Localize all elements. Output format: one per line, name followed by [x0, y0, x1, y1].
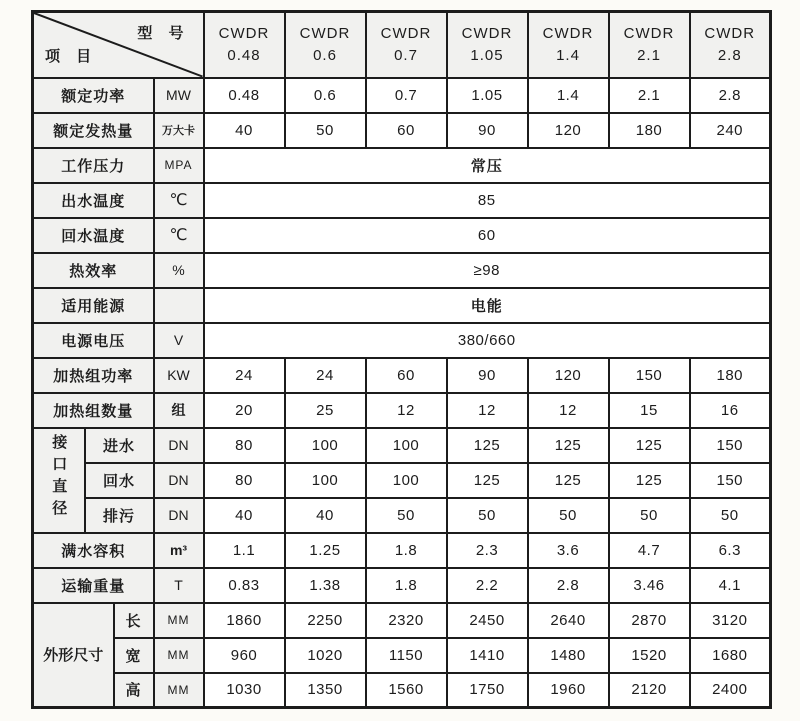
- table-row: [33, 533, 771, 568]
- model-code: 0.7: [394, 46, 418, 64]
- value-cell: 4.7: [609, 533, 690, 568]
- value-cell: 3.6: [528, 533, 609, 568]
- value-cell: 2.1: [609, 78, 690, 113]
- value-cell: 120: [528, 358, 609, 393]
- value-cell: 960: [204, 638, 285, 673]
- value-cell: 2870: [609, 603, 690, 638]
- value-cell: 100: [366, 428, 447, 463]
- value-cell: 50: [528, 498, 609, 533]
- value-cell: 60: [366, 113, 447, 148]
- unit-cell: DN: [154, 498, 204, 533]
- value-cell: 1960: [528, 673, 609, 708]
- value-cell: 2.2: [447, 568, 528, 603]
- model-code: 1.05: [470, 46, 504, 64]
- value-cell: 1.8: [366, 533, 447, 568]
- table-row: [33, 218, 771, 253]
- value-cell: 24: [204, 358, 285, 393]
- row-label: 高: [114, 673, 154, 708]
- unit-cell: %: [154, 253, 204, 288]
- model-header: [447, 12, 528, 78]
- value-cell: 2640: [528, 603, 609, 638]
- value-cell: 12: [366, 393, 447, 428]
- unit-cell: T: [154, 568, 204, 603]
- value-cell: 1.4: [528, 78, 609, 113]
- value-cell: 150: [690, 463, 771, 498]
- row-label: 电源电压: [33, 323, 154, 358]
- value-cell: 180: [690, 358, 771, 393]
- group-label-pipe-diameter: 接口直径: [33, 428, 85, 533]
- value-cell: 2120: [609, 673, 690, 708]
- value-cell: 2.8: [690, 78, 771, 113]
- row-label: 运输重量: [33, 568, 154, 603]
- table-row: [33, 358, 771, 393]
- value-cell: 2320: [366, 603, 447, 638]
- row-label: 宽: [114, 638, 154, 673]
- model-header: [528, 12, 609, 78]
- model-brand: CWDR: [461, 25, 513, 42]
- table-row: [33, 148, 771, 183]
- value-cell: 12: [447, 393, 528, 428]
- row-label: 额定发热量: [33, 113, 154, 148]
- table-row: [33, 638, 771, 673]
- value-cell: 180: [609, 113, 690, 148]
- table-row: [33, 428, 771, 463]
- unit-cell: [154, 288, 204, 323]
- unit-cell: 组: [154, 393, 204, 428]
- table-row: [33, 253, 771, 288]
- value-cell: 2400: [690, 673, 771, 708]
- value-cell: 1.05: [447, 78, 528, 113]
- value-cell: 1.1: [204, 533, 285, 568]
- corner-model-label: 型 号: [137, 25, 190, 42]
- table-row: [33, 463, 771, 498]
- model-brand: CWDR: [623, 25, 675, 42]
- value-cell: 50: [609, 498, 690, 533]
- value-cell: 15: [609, 393, 690, 428]
- merged-value-cell: 85: [204, 183, 771, 218]
- unit-cell: V: [154, 323, 204, 358]
- row-label: 额定功率: [33, 78, 154, 113]
- value-cell: 40: [285, 498, 366, 533]
- header-corner-cell: [33, 12, 204, 78]
- unit-cell: MM: [154, 638, 204, 673]
- value-cell: 40: [204, 113, 285, 148]
- value-cell: 90: [447, 113, 528, 148]
- value-cell: 2.3: [447, 533, 528, 568]
- value-cell: 2.8: [528, 568, 609, 603]
- value-cell: 3.46: [609, 568, 690, 603]
- value-cell: 150: [690, 428, 771, 463]
- value-cell: 1520: [609, 638, 690, 673]
- model-code: 0.6: [313, 46, 337, 64]
- value-cell: 1.25: [285, 533, 366, 568]
- value-cell: 20: [204, 393, 285, 428]
- model-brand: CWDR: [542, 25, 594, 42]
- value-cell: 100: [285, 463, 366, 498]
- value-cell: 1.38: [285, 568, 366, 603]
- model-code: 1.4: [556, 46, 580, 64]
- value-cell: 6.3: [690, 533, 771, 568]
- value-cell: 125: [528, 428, 609, 463]
- value-cell: 125: [609, 428, 690, 463]
- value-cell: 90: [447, 358, 528, 393]
- value-cell: 50: [366, 498, 447, 533]
- value-cell: 16: [690, 393, 771, 428]
- header-row: [33, 12, 771, 78]
- row-label: 回水: [85, 463, 154, 498]
- merged-value-cell: 380/660: [204, 323, 771, 358]
- table-row: [33, 113, 771, 148]
- unit-cell: DN: [154, 463, 204, 498]
- value-cell: 80: [204, 463, 285, 498]
- model-header: [366, 12, 447, 78]
- model-brand: CWDR: [704, 25, 756, 42]
- value-cell: 125: [609, 463, 690, 498]
- merged-value-cell: 电能: [204, 288, 771, 323]
- model-header: [204, 12, 285, 78]
- model-code: 0.48: [227, 46, 261, 64]
- value-cell: 1480: [528, 638, 609, 673]
- value-cell: 100: [366, 463, 447, 498]
- row-label: 进水: [85, 428, 154, 463]
- table-row: [33, 288, 771, 323]
- value-cell: 0.6: [285, 78, 366, 113]
- model-code: 2.1: [637, 46, 661, 64]
- value-cell: 40: [204, 498, 285, 533]
- row-label: 出水温度: [33, 183, 154, 218]
- value-cell: 0.48: [204, 78, 285, 113]
- model-brand: CWDR: [218, 25, 270, 42]
- corner-item-label: 项 目: [45, 47, 98, 65]
- row-label: 适用能源: [33, 288, 154, 323]
- value-cell: 60: [366, 358, 447, 393]
- value-cell: 25: [285, 393, 366, 428]
- unit-cell: ℃: [154, 183, 204, 218]
- merged-value-cell: ≥98: [204, 253, 771, 288]
- value-cell: 1020: [285, 638, 366, 673]
- unit-cell: m³: [154, 533, 204, 568]
- table-row: [33, 393, 771, 428]
- merged-value-cell: 常压: [204, 148, 771, 183]
- value-cell: 0.83: [204, 568, 285, 603]
- row-label: 加热组功率: [33, 358, 154, 393]
- row-label: 排污: [85, 498, 154, 533]
- value-cell: 125: [447, 463, 528, 498]
- value-cell: 12: [528, 393, 609, 428]
- unit-cell: MM: [154, 673, 204, 708]
- value-cell: 240: [690, 113, 771, 148]
- row-label: 长: [114, 603, 154, 638]
- spec-table-container: [31, 10, 772, 709]
- value-cell: 1350: [285, 673, 366, 708]
- value-cell: 24: [285, 358, 366, 393]
- model-header: [690, 12, 771, 78]
- row-label: 满水容积: [33, 533, 154, 568]
- unit-cell: 万大卡: [154, 113, 204, 148]
- model-header: [285, 12, 366, 78]
- value-cell: 2250: [285, 603, 366, 638]
- product-spec-table: [31, 10, 772, 709]
- merged-value-cell: 60: [204, 218, 771, 253]
- table-row: [33, 603, 771, 638]
- value-cell: 3120: [690, 603, 771, 638]
- table-row: [33, 323, 771, 358]
- value-cell: 1.8: [366, 568, 447, 603]
- value-cell: 0.7: [366, 78, 447, 113]
- unit-cell: MW: [154, 78, 204, 113]
- model-brand: CWDR: [380, 25, 432, 42]
- unit-cell: KW: [154, 358, 204, 393]
- group-label-overall-dimensions: 外形尺寸: [33, 603, 114, 708]
- value-cell: 1560: [366, 673, 447, 708]
- value-cell: 4.1: [690, 568, 771, 603]
- value-cell: 1680: [690, 638, 771, 673]
- value-cell: 50: [285, 113, 366, 148]
- unit-cell: MPA: [154, 148, 204, 183]
- value-cell: 50: [447, 498, 528, 533]
- value-cell: 125: [447, 428, 528, 463]
- model-header: [609, 12, 690, 78]
- value-cell: 1750: [447, 673, 528, 708]
- value-cell: 1410: [447, 638, 528, 673]
- value-cell: 150: [609, 358, 690, 393]
- table-row: [33, 498, 771, 533]
- table-row: [33, 673, 771, 708]
- model-code: 2.8: [717, 46, 742, 64]
- row-label: 加热组数量: [33, 393, 154, 428]
- unit-cell: DN: [154, 428, 204, 463]
- value-cell: 50: [690, 498, 771, 533]
- value-cell: 125: [528, 463, 609, 498]
- unit-cell: MM: [154, 603, 204, 638]
- table-row: [33, 568, 771, 603]
- value-cell: 1030: [204, 673, 285, 708]
- value-cell: 1860: [204, 603, 285, 638]
- row-label: 工作压力: [33, 148, 154, 183]
- value-cell: 100: [285, 428, 366, 463]
- model-brand: CWDR: [299, 25, 351, 42]
- value-cell: 2450: [447, 603, 528, 638]
- unit-cell: ℃: [154, 218, 204, 253]
- row-label: 热效率: [33, 253, 154, 288]
- table-row: [33, 183, 771, 218]
- table-row: [33, 78, 771, 113]
- row-label: 回水温度: [33, 218, 154, 253]
- value-cell: 120: [528, 113, 609, 148]
- value-cell: 1150: [366, 638, 447, 673]
- value-cell: 80: [204, 428, 285, 463]
